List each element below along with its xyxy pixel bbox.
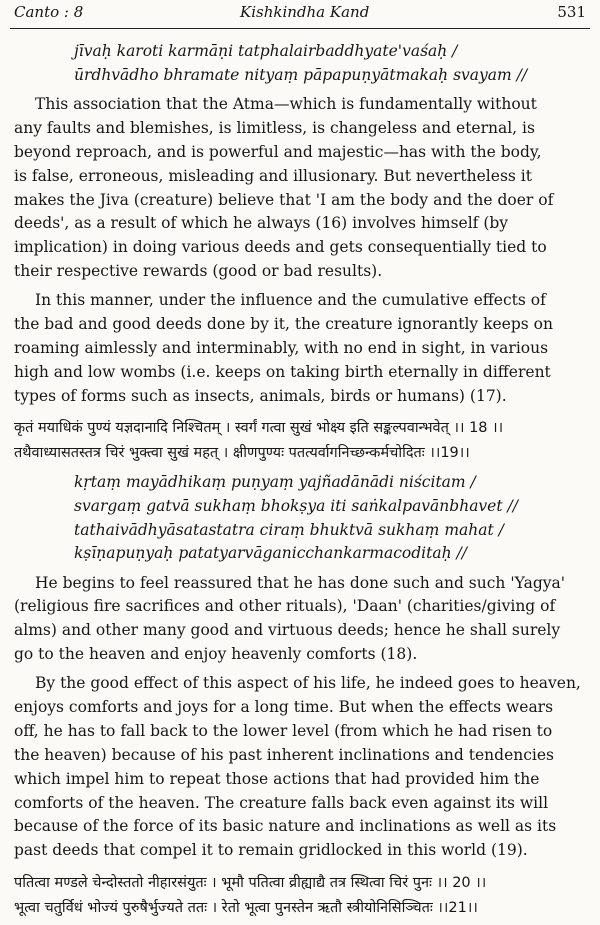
para-line: (religious fire sacrifices and other rituals), 'Daan' (charities/giving of (14, 597, 556, 616)
para-line: implication) in doing various deeds and gets consequentially tied to (14, 238, 547, 257)
verse-line: ūrdhvādho bhramate nityaṃ pāpapuṇyātmakaḥ svayam // (74, 65, 528, 84)
para-line: which impel him to repeat those actions that had provided him the (14, 769, 540, 788)
para-line: the bad and good deeds done by it, the creature ignorantly keeps on (14, 315, 553, 334)
header-rule (10, 28, 590, 29)
para-line: By the good effect of this aspect of his life, he indeed goes to heaven, (35, 674, 581, 693)
para-line: types of forms such as insects, animals, birds or humans) (17). (14, 386, 507, 405)
para-line: high and low wombs (i.e. keeps on taking birth eternally in different (14, 362, 551, 381)
page-header (0, 0, 600, 26)
para-line: go to the heaven and enjoy heavenly comforts (18). (14, 645, 418, 664)
canto-label: Canto : 8 (14, 3, 84, 21)
page-number: 531 (557, 3, 586, 21)
para-line: past deeds that compel it to remain gridlocked in this world (19). (14, 841, 528, 860)
sanskrit-verse: भूत्वा चतुर्विधं भोज्यं पुरुषैर्भुज्यते ततः । रेतो भूत्वा पुनस्तेन ऋतौ स्त्रीयोनिसिञ्चितः ।।21।। (14, 900, 478, 916)
para-line: because of the force of its basic nature and inclinations as well as its (14, 817, 557, 836)
para-line: any faults and blemishes, is limitless, is changeless and eternal, is (14, 119, 535, 137)
sanskrit-verse: कृतं मयाधिकं पुण्यं यज्ञदानादि निश्चितम् । स्वर्गं गत्वा सुखं भोक्ष्य इति सङ्कल्पवान्भवेत् ।। 18 ।। (14, 419, 504, 436)
para-line: roaming aimlessly and interminably, with no end in sight, in various (14, 339, 549, 357)
para-line: In this manner, under the influence and the cumulative effects of (35, 291, 546, 310)
book-title: Kishkindha Kand (240, 3, 370, 21)
sanskrit-verse: तथैवाध्यासतस्तत्र चिरं भुक्त्वा सुखं महत् । क्षीणपुण्यः पतत्यर्वागनिच्छन्कर्मचोदितः ।।19।। (14, 444, 470, 461)
para-line: He begins to feel reassured that he has done such and such 'Yagya' (35, 573, 566, 592)
para-line: makes the Jiva (creature) believe that 'I am the body and the doer of (14, 190, 554, 209)
para-line: enjoys comforts and joys for a long time. But when the effects wears (14, 698, 554, 717)
para-line: the heaven) because of his past inherent inclinations and tendencies (14, 745, 554, 764)
para-line: This association that the Atma—which is fundamentally without (35, 95, 537, 114)
para-line: beyond reproach, and is powerful and majestic—has with the body, (14, 142, 542, 161)
para-line: alms) and other many good and virtuous deeds; hence he shall surely (14, 621, 561, 640)
para-line: comforts of the heaven. The creature falls back even against its will (14, 793, 549, 812)
para-line: their respective rewards (good or bad results). (14, 262, 383, 280)
para-line: is false, erroneous, misleading and illusionary. But nevertheless it (14, 166, 532, 185)
verse-line: jīvaḥ karoti karmāṇi tatphalairbaddhyate'vaśaḥ / (74, 42, 458, 60)
para-line: deeds', as a result of which he always (16) involves himself (by (14, 214, 509, 233)
verse-line: tathaivādhyāsatastatra ciraṃ bhuktvā sukhaṃ mahat / (74, 520, 504, 539)
sanskrit-verse: पतित्वा मण्डले चेन्दोस्ततो नीहारसंयुतः । भूमौ पतित्वा व्रीह्याद्यै तत्र स्थित्वा चिरं पुनः ।। 20 ।। (14, 875, 487, 892)
verse-line: kṛtaṃ mayādhikaṃ puṇyaṃ yajñadānādi niścitam / (74, 472, 476, 491)
verse-line: svargaṃ gatvā sukhaṃ bhokṣya iti saṅkalpavānbhavet // (74, 496, 518, 515)
para-line: off, he has to fall back to the lower level (from which he had risen to (14, 722, 553, 741)
verse-line: kṣīṇapuṇyaḥ patatyarvāganicchankarmacoditaḥ // (74, 544, 467, 563)
